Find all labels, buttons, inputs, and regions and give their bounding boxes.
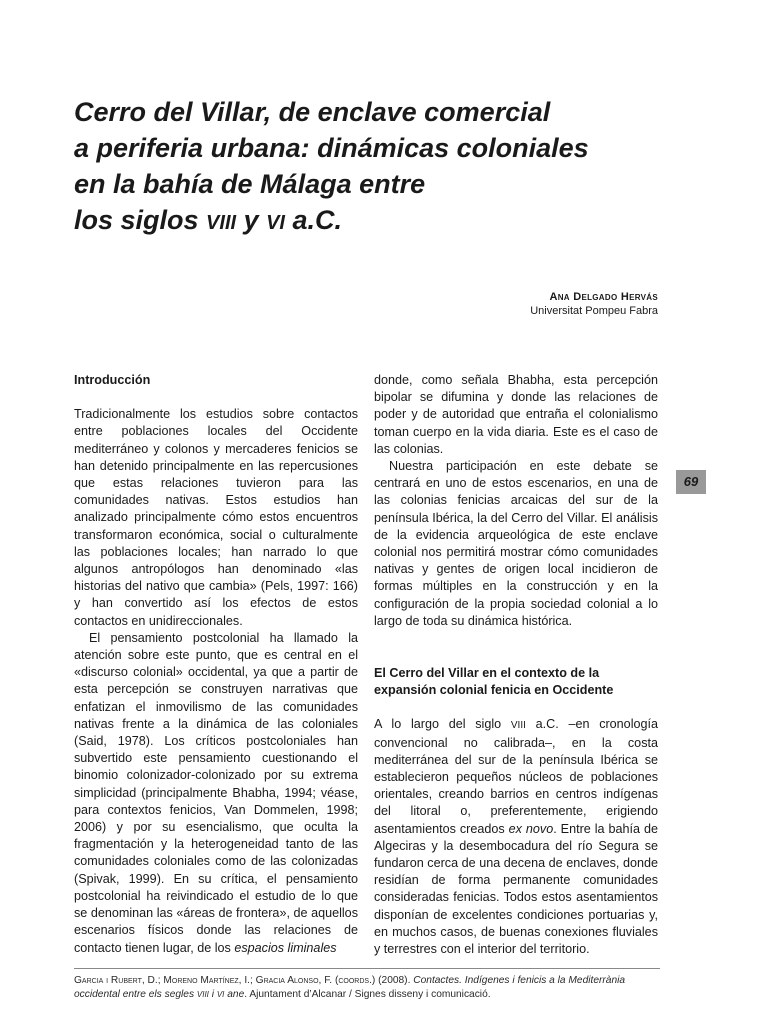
title-line-4-conj: y	[236, 205, 267, 235]
heading-line-2: expansión colonial fenicia en Occidente	[374, 683, 614, 698]
paragraph-intro-2	[74, 630, 358, 957]
spacer	[74, 389, 358, 406]
footer-divider	[74, 968, 660, 969]
author-affiliation: Universitat Pompeu Fabra	[530, 305, 658, 317]
title-line-2: a periferia urbana: dinámicas coloniales	[74, 133, 589, 163]
page-number-tab: 69	[676, 470, 706, 494]
paragraph-participation: Nuestra participación en este debate se centrará en uno de estos escenarios, en una de las colonias fenicias arcaicas del sur de la península Ibérica, la del Cerro del Villar. El análisis de la evidencia arqueológica de este enclave colonial nos permitirá mostrar cómo comunidades nativas y gentes de origen local incidieron de formas múltiples en la construcción y en la configuración de la propia sociedad colonial a lo largo de toda su dinámica histórica.	[374, 459, 658, 628]
footer-century-vi: VI	[216, 990, 225, 999]
footer-title-c: ane	[224, 989, 245, 1000]
title-century-viii: VIII	[206, 212, 237, 234]
footer-title-a: Contactes. Indígenes i fenicis a la Mediterrània occidental entre els segles	[74, 975, 626, 1000]
section-heading-cerro-del-villar	[374, 665, 658, 699]
footer-authors: Garcia i Rubert, D.; Moreno Martínez, I.; Gracia Alonso, F. (coords.) (2008).	[74, 975, 414, 986]
paragraph-intro-2-text: El pensamiento postcolonial ha llamado la atención sobre este punto, que es central en el «discurso colonial» occidental, ya que a partir de esta percepción se construyen narrativas que enfatizan el inmovilismo de las comunidades nativas frente a la dinámica de las coloniales (Said, 1978). Los críticos postcoloniales han subvertido este pensamiento cuestionando el binomio colonizador-colonizado por su extrema simplicidad (principalmente Bhabha, 1994; véase, para contextos fenicios, Van Dommelen, 1998; 2006) y por su esencialismo, que oculta la fragmentación y la heterogeneidad tanto de las comunidades coloniales como de las colonizadas (Spivak, 1999). En su crítica, el pensamiento postcolonial ha reivindicado el estudio de lo que se denominan las «áreas de frontera», de aquellos escenarios físicos donde las relaciones de contacto tienen lugar, de los	[74, 630, 358, 955]
paragraph-intro-2-italic: espacios liminales	[234, 940, 337, 955]
right-column	[374, 372, 658, 958]
left-column	[74, 372, 358, 957]
spacer	[374, 699, 658, 716]
paragraph-intro-1: Tradicionalmente los estudios sobre contactos entre poblaciones locales del Occidente mediterráneo y colonos y mercaderes fenicios se han detenido principalmente en las repercusiones que estas relaciones tuvieron para las comunidades nativas. Estos estudios han analizado principalmente cómo estos encuentros transformaron económica, social o culturalmente las poblaciones locales; han narrado lo que algunos antropólogos han denominado «las historias del nativo que cambia» (Pels, 1997: 166) y han convertido así los efectos de estos contactos en unidireccionales.	[74, 407, 358, 628]
section-heading-introduccion: Introducción	[74, 373, 151, 387]
author-block	[530, 291, 658, 317]
paragraph-expansion-start: A lo largo del siglo	[374, 717, 511, 732]
paragraph-continued: donde, como señala Bhabha, esta percepción bipolar se difumina y donde las relaciones de poder y de autoridad que entraña el colonialismo toman cuerpo en la vida diaria. Este es el caso de las colonias.	[374, 373, 658, 456]
century-viii: VIII	[510, 720, 526, 732]
heading-line-1: El Cerro del Villar en el contexto de la	[374, 666, 600, 681]
title-century-vi: VI	[266, 212, 285, 234]
title-line-4	[74, 202, 694, 241]
paragraph-expansion-mid: a.C. –en cronología convencional no calibrada–, en la costa mediterránea del sur de la península Ibérica se establecieron pequeños núcleos de poblaciones orientales, creando barrios en centros indígenas del litoral o, preferentemente, erigiendo asentamientos creados	[374, 717, 658, 836]
spacer	[374, 630, 658, 665]
paragraph-expansion-end: . Entre la bahía de Algeciras y la desembocadura del río Segura se fundaron cerca de una decena de enclaves, donde residían de forma permanente comunidades consideradas fenicias. Todos estos asentamientos disponían de excelentes condiciones portuarias y, en muchos casos, de buenas conexiones fluviales y terrestres con el interior del territorio.	[374, 821, 658, 957]
footer-publisher: . Ajuntament d’Alcanar / Signes disseny i comunicació.	[244, 989, 491, 1000]
footer-century-viii: VIII	[196, 990, 209, 999]
title-line-4-start: los siglos	[74, 205, 207, 235]
author-name: Ana Delgado Hervás	[549, 291, 658, 303]
paragraph-expansion	[374, 716, 658, 958]
title-line-3: en la bahía de Málaga entre	[74, 169, 426, 199]
footer-title-b: i	[208, 989, 217, 1000]
title-line-1: Cerro del Villar, de enclave comercial	[74, 97, 551, 127]
paragraph-expansion-italic: ex novo	[508, 821, 554, 836]
footer-citation	[74, 974, 664, 1002]
title-line-4-end: a.C.	[285, 205, 343, 235]
article-title	[74, 94, 694, 241]
